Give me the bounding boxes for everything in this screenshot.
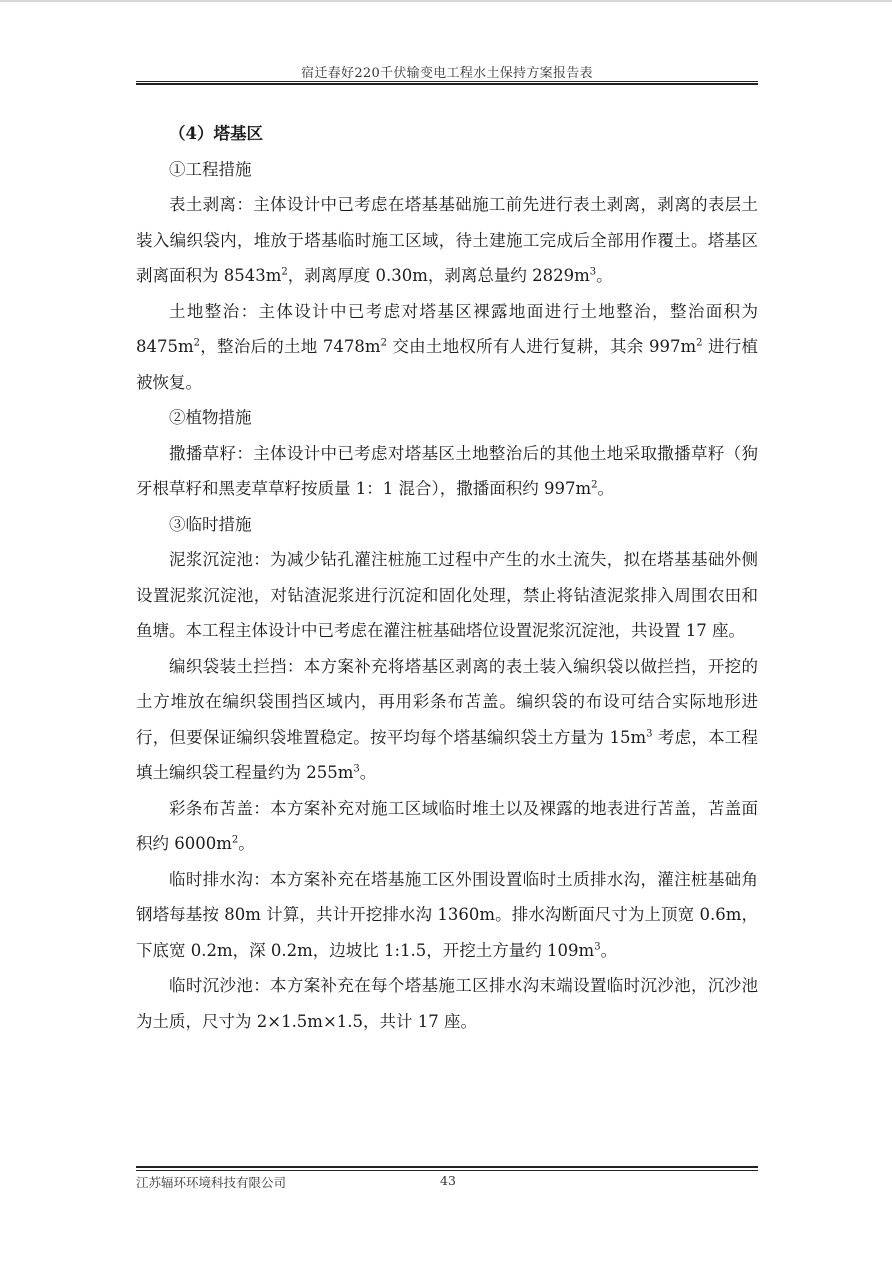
page-body <box>136 116 758 1039</box>
page-top-edge <box>0 0 892 2</box>
paragraph-sedimentation-basin: 临时沉沙池：本方案补充在每个塔基施工区排水沟末端设置临时沉沙池，沉沙池为土质，尺寸为 2×1.5m×1.5，共计 17 座。 <box>136 976 758 1031</box>
page-number: 43 <box>440 1173 456 1188</box>
paragraph-land-remediation: 土地整治：主体设计中已考虑对塔基区裸露地面进行土地整治，整治面积为 $8475m^2$，整治后的土地 $7478m^2$ 交由土地权所有人进行复耕，其余 $997m^2$ 进行植被恢复。 <box>136 301 758 392</box>
footer-rule <box>136 1170 758 1171</box>
paragraph-mud-settling-tank: 泥浆沉淀池：为减少钻孔灌注桩施工过程中产生的水土流失，拟在塔基基础外侧设置泥浆沉淀池，对钻渣泥浆进行沉淀和固化处理，禁止将钻渣泥浆排入周围农田和鱼塘。本工程主体设计中已考虑在灌注桩基础塔位设置泥浆沉淀池，共设置 17 座。 <box>136 550 758 640</box>
subsection-title-engineering: ①工程措施 <box>169 159 252 179</box>
paragraph-grass-seeding: 撒播草籽：主体设计中已考虑对塔基区土地整治后的其他土地采取撒播草籽（狗牙根草籽和黑麦草草籽按质量 1：1 混合），撒播面积约 $997m^2$。 <box>136 443 758 498</box>
paragraph-bag-retaining: 编织袋装土拦挡：本方案补充将塔基区剥离的表土装入编织袋以做拦挡，开挖的土方堆放在编织袋围挡区域内，再用彩条布苫盖。编织袋的布设可结合实际地形进行，但要保证编织袋堆置稳定。按平均每个塔基编织袋土方量为 $15m^3$ 考虑，本工程填土编织袋工程量约为 $255m^3$。 <box>136 656 758 782</box>
paragraph-tarp-covering: 彩条布苫盖：本方案补充对施工区域临时堆土以及裸露的地表进行苫盖，苫盖面积约 $6000m^2$。 <box>136 798 758 853</box>
subsection-title-temporary: ③临时措施 <box>169 514 252 534</box>
footer-company: 江苏辐环环境科技有限公司 <box>136 1175 287 1190</box>
section-heading: （4）塔基区 <box>169 124 263 143</box>
paragraph-topsoil-stripping: 表土剥离：主体设计中已考虑在塔基基础施工前先进行表土剥离，剥离的表层土装入编织袋内，堆放于塔基临时施工区域，待土建施工完成后全部用作覆土。塔基区剥离面积为 $8543m^2$，剥离厚度 0.30m，剥离总量约 $2829m^3$。 <box>136 195 758 285</box>
paragraph-drainage-ditch: 临时排水沟：本方案补充在塔基施工区外围设置临时土质排水沟，灌注桩基础角钢塔每基按 80m 计算，共计开挖排水沟 1360m。排水沟断面尺寸为上顶宽 0.6m，下底宽 0.2m，深 0.2m，边坡比 1:1.5，开挖土方量约 $109m^3$。 <box>136 869 758 960</box>
footer-rule-thick <box>136 1166 758 1168</box>
header-rule <box>136 81 758 82</box>
subsection-title-plant: ②植物措施 <box>169 408 252 427</box>
header-rule-thick <box>136 83 758 85</box>
running-header: 宿迁春好220千伏输变电工程水土保持方案报告表 <box>301 66 593 81</box>
